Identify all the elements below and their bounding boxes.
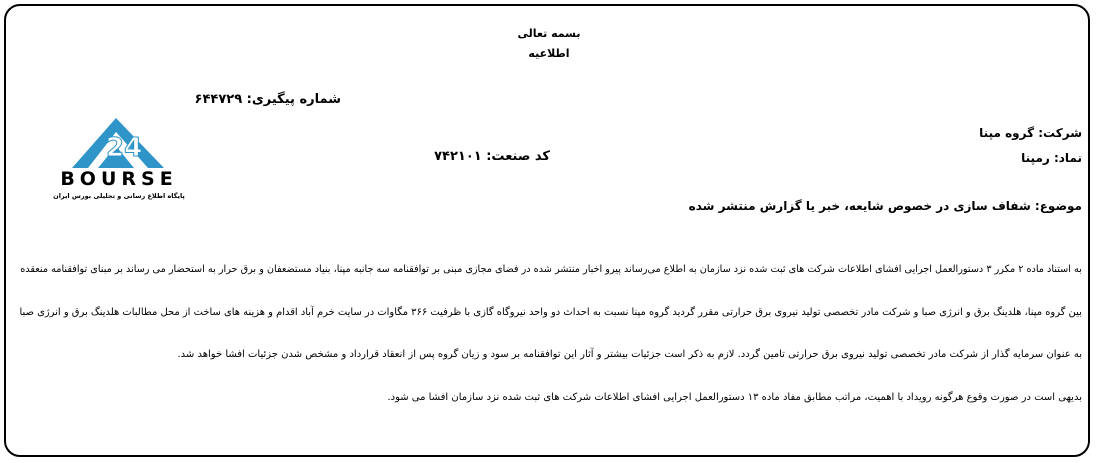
svg-text:24: 24: [106, 133, 143, 163]
logo-tagline: پایگاه اطلاع رسانی و تحلیلی بورس ایران: [53, 192, 185, 200]
industry-code: کد صنعت: ۷۴۲۱۰۱: [434, 149, 550, 164]
body-paragraph-line-3: به عنوان سرمایه گذار از شرکت مادر تخصصی تولید نیروی برق حرارتی تامین گردد. لازم به ذکر است جزئیات بیشتر و آثار این توافقنامه بر سود و زیان گروه پس از انعقاد قرارداد و مشخص شدن جزئیات افشا خواهد شد.: [177, 349, 1082, 360]
bismillah-heading: بسمه تعالی: [517, 27, 581, 40]
body-paragraph-line-2: بین گروه مپنا، هلدینگ برق و انرژی صبا و شرکت مادر تخصصی تولید نیروی برق حرارتی مقرر گردید گروه مپنا نسبت به احداث دو واحد نیروگاه گازی با ظرفیت ۳۶۶ مگاوات در سایت خرم آباد اقدام و هزینه های ساخت از محل مطالبات هلدینگ برق و انرژی صبا: [19, 307, 1082, 318]
bourse-logo: [44, 112, 194, 204]
logo-wordmark: BOURSE: [60, 168, 178, 190]
document-frame: [4, 4, 1090, 457]
symbol-name: نماد: رمپنا: [1021, 151, 1082, 165]
company-name: شرکت: گروه مپنا: [979, 126, 1082, 140]
body-paragraph-line-4: بدیهی است در صورت وقوع هرگونه رویداد با اهمیت، مراتب مطابق مفاد ماده ۱۳ دستورالعمل اجرایی افشای اطلاعات شرکت های ثبت شده نزد سازمان افشا می شود.: [387, 392, 1082, 403]
subject-line: موضوع: شفاف سازی در خصوص شایعه، خبر یا گزارش منتشر شده: [688, 199, 1082, 213]
notice-title: اطلاعیه: [528, 47, 570, 60]
bourse-logo-graphic: [44, 112, 194, 204]
tracking-number: شماره پیگیری: ۶۴۴۷۲۹: [194, 92, 341, 107]
body-paragraph-line-1: به استناد ماده ۲ مکرر ۳ دستورالعمل اجرایی افشای اطلاعات شرکت های ثبت شده نزد سازمان به اطلاع می‌رساند پیرو اخبار منتشر شده در فضای مجازی مبنی بر توافقنامه سه جانبه مپنا، بنیاد مستضعفان و برق حرار به استحضار می رساند بر مبنای توافقنامه منعقده: [20, 264, 1082, 275]
